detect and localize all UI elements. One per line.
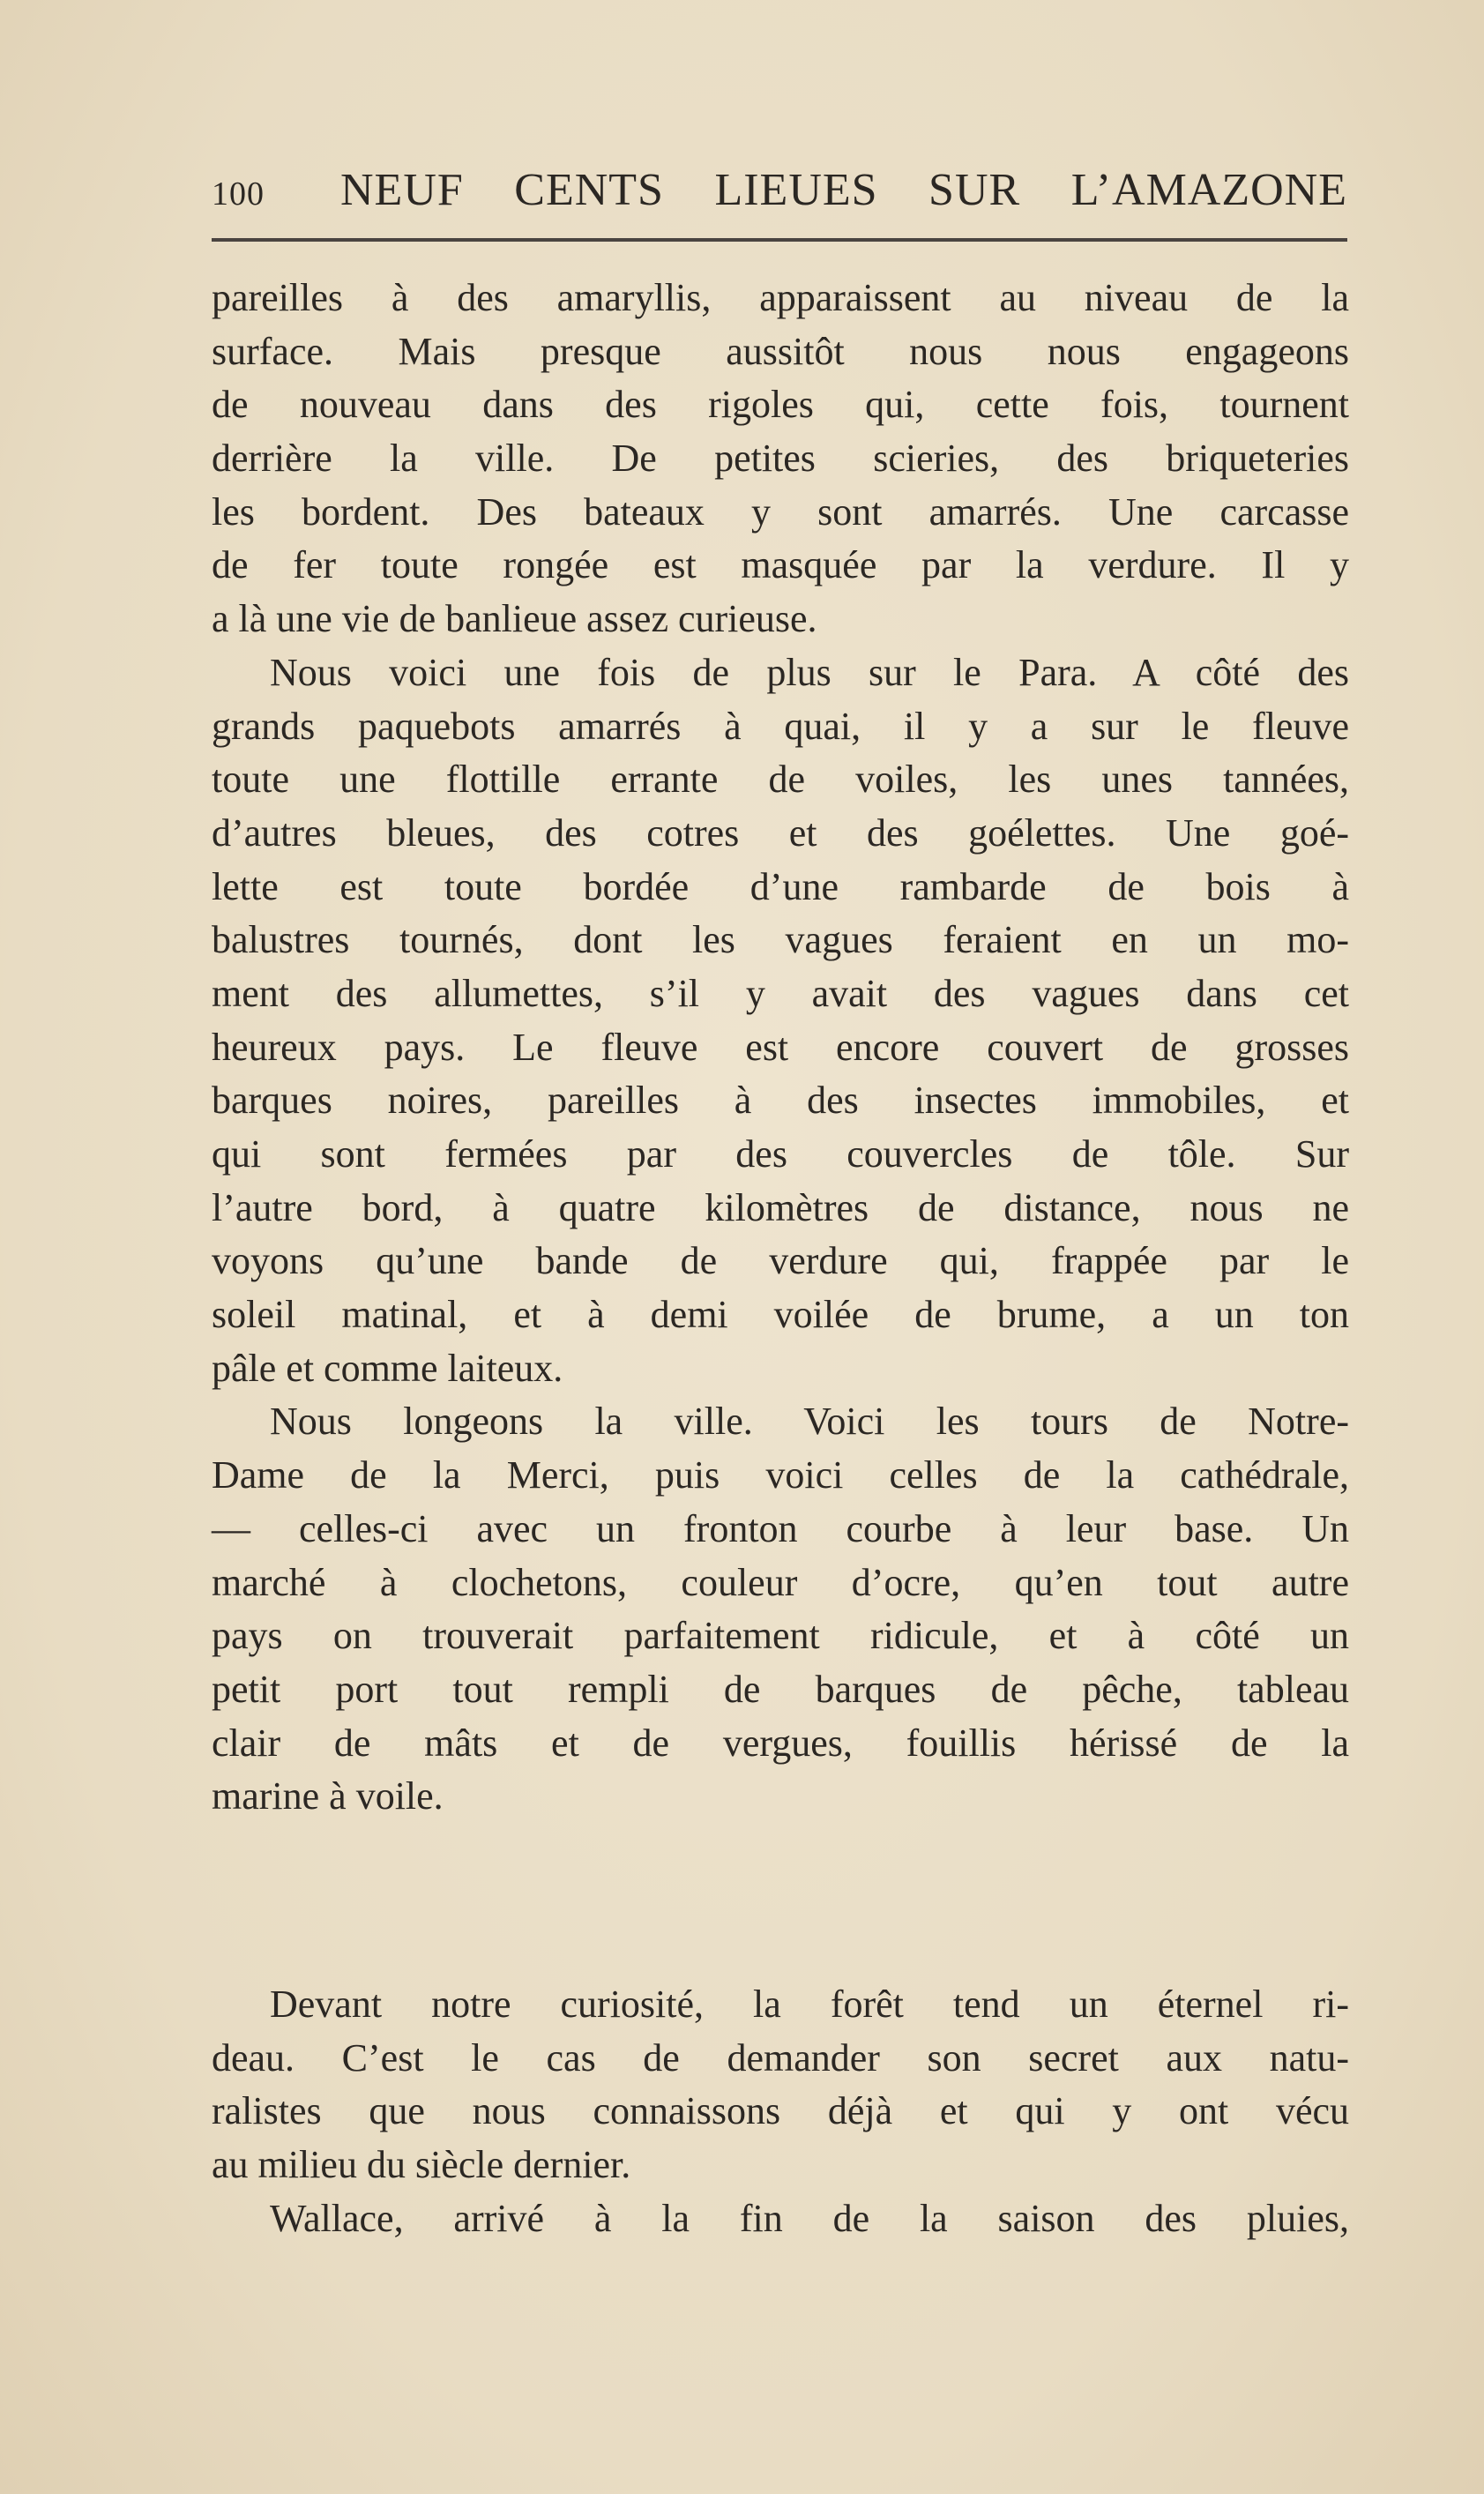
header-rule (212, 238, 1347, 242)
running-header (212, 164, 1347, 222)
text-line: surface. Mais presque aussitôt nous nous engageons (212, 329, 1349, 373)
text-line: marché à clochetons, couleur d’ocre, qu’en tout autre (212, 1560, 1349, 1604)
text-line: barques noires, pareilles à des insectes immobiles, et (212, 1079, 1349, 1123)
text-line: de fer toute rongée est masquée par la verdure. Il y (212, 543, 1349, 587)
text-line: marine à voile. (212, 1774, 444, 1818)
text-line: d’autres bleues, des cotres et des goélettes. Une goé- (212, 810, 1349, 855)
text-section-1 (212, 272, 1349, 1824)
text-line: les bordent. Des bateaux y sont amarrés. Une carcasse (212, 489, 1349, 534)
text-line: Nous voici une fois de plus sur le Para. A côté des (270, 650, 1349, 694)
text-line: ralistes que nous connaissons déjà et qui y ont vécu (212, 2089, 1349, 2133)
text-line: de nouveau dans des rigoles qui, cette fois, tournent (212, 383, 1349, 427)
text-line: grands paquebots amarrés à quai, il y a sur le fleuve (212, 704, 1349, 748)
paragraph (212, 646, 1349, 1396)
text-line: petit port tout rempli de barques de pêche, tableau (212, 1667, 1349, 1711)
text-line: ment des allumettes, s’il y avait des vagues dans cet (212, 971, 1349, 1015)
paragraph (212, 272, 1349, 646)
paragraph (212, 1978, 1349, 2192)
text-section-2 (212, 1978, 1349, 2245)
text-line: soleil matinal, et à demi voilée de brume, a un ton (212, 1293, 1349, 1337)
text-line: pareilles à des amaryllis, apparaissent au niveau de la (212, 276, 1349, 319)
text-line: pâle et comme laiteux. (212, 1346, 563, 1390)
text-line: Devant notre curiosité, la forêt tend un éternel ri- (270, 1983, 1349, 2026)
text-line: pays on trouverait parfaitement ridicule, et à côté un (212, 1614, 1349, 1658)
text-line: Nous longeons la ville. Voici les tours de Notre- (270, 1400, 1349, 1444)
text-line: a là une vie de banlieue assez curieuse. (212, 597, 817, 641)
text-line: heureux pays. Le fleuve est encore couvert de grosses (212, 1025, 1349, 1069)
text-line: lette est toute bordée d’une rambarde de bois à (212, 864, 1349, 908)
text-line: deau. C’est le cas de demander son secret aux natu- (212, 2035, 1349, 2080)
text-line: Dame de la Merci, puis voici celles de la cathédrale, (212, 1453, 1349, 1497)
text-line: au milieu du siècle dernier. (212, 2143, 631, 2187)
paragraph (212, 2192, 1349, 2246)
paragraph (212, 1395, 1349, 1824)
text-line: balustres tournés, dont les vagues feraient en un mo- (212, 918, 1349, 962)
page-number: 100 (212, 175, 265, 213)
text-line: toute une flottille errante de voiles, les unes tannées, (212, 758, 1349, 802)
text-line: — celles-ci avec un fronton courbe à leur base. Un (212, 1506, 1349, 1550)
text-line: derrière la ville. De petites scieries, des briqueteries (212, 437, 1349, 481)
text-line: voyons qu’une bande de verdure qui, frappée par le (212, 1239, 1349, 1283)
text-line: clair de mâts et de vergues, fouillis hérissé de la (212, 1721, 1349, 1765)
text-line: l’autre bord, à quatre kilomètres de distance, nous ne (212, 1185, 1349, 1229)
text-line: Wallace, arrivé à la fin de la saison des pluies, (270, 2196, 1349, 2240)
text-line: qui sont fermées par des couvercles de tôle. Sur (212, 1132, 1349, 1176)
running-title: NEUF CENTS LIEUES SUR L’AMAZONE (340, 165, 1347, 215)
